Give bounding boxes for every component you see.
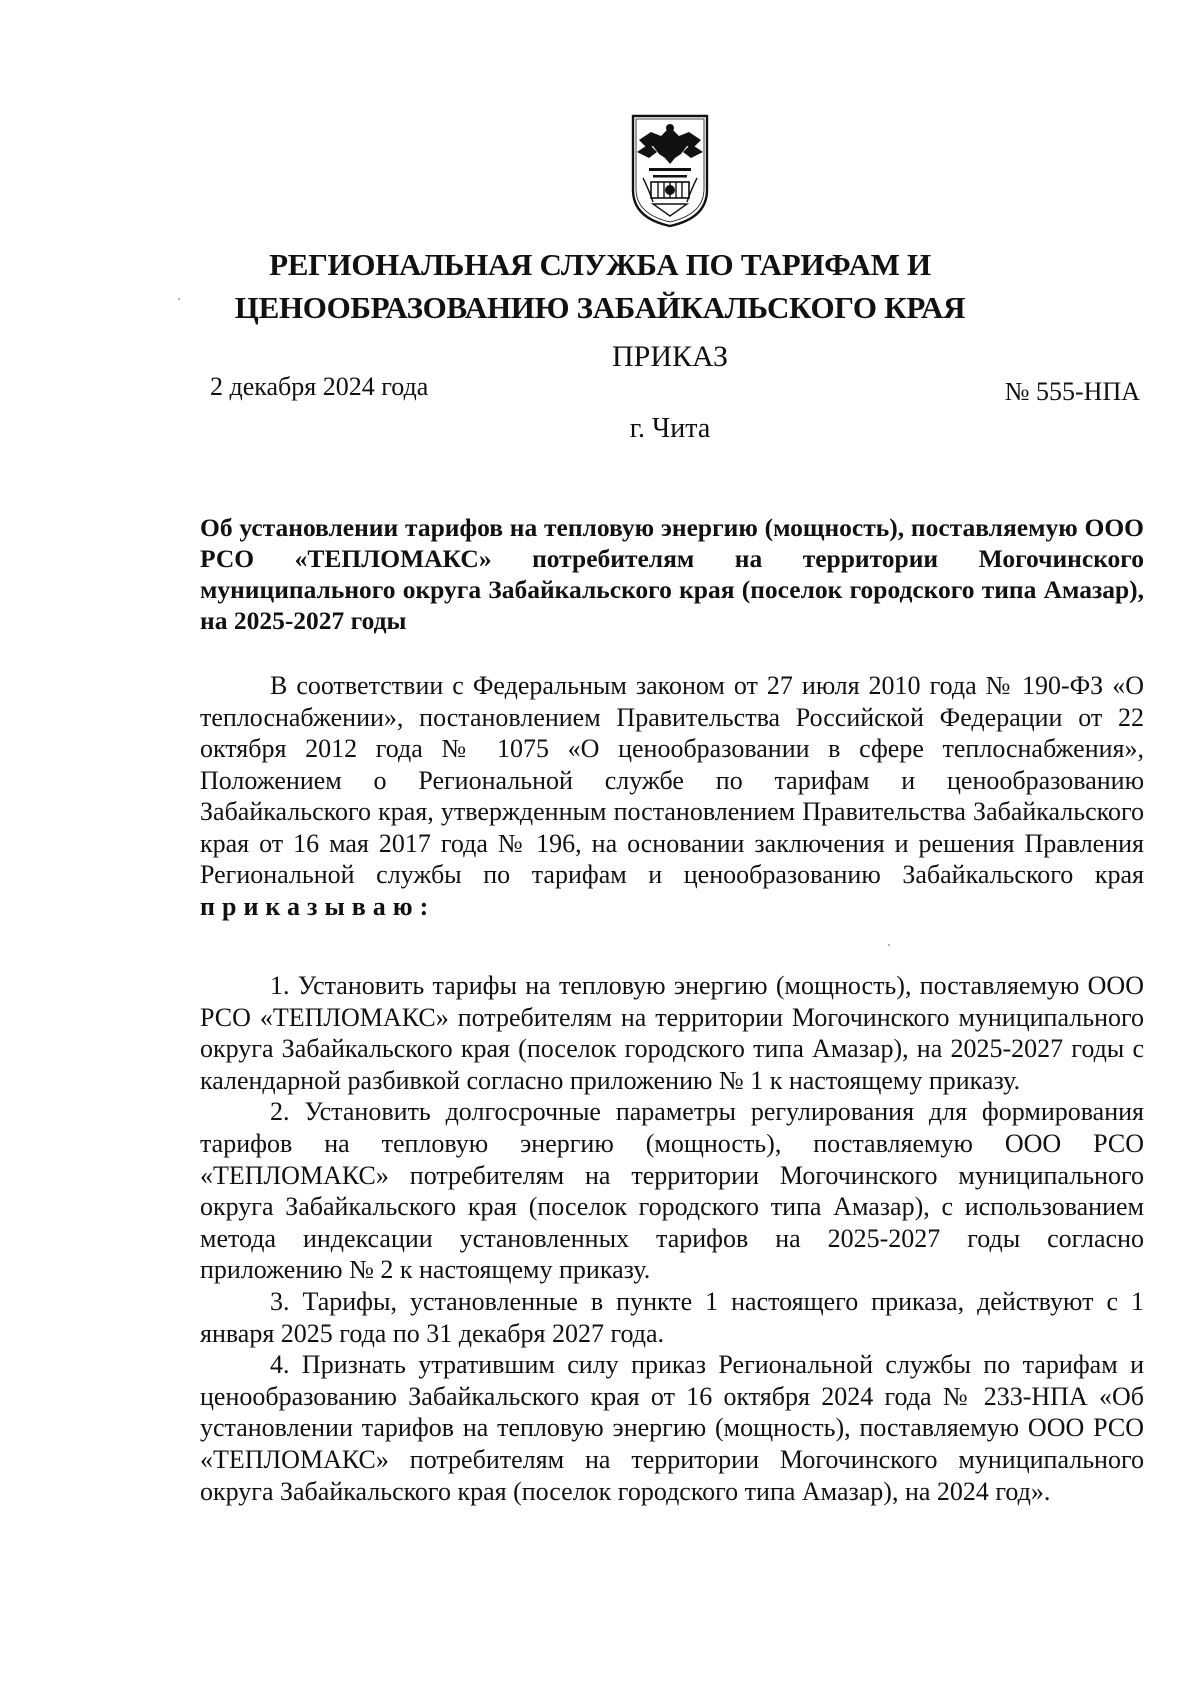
scan-speck [178,298,180,300]
preamble-paragraph [200,670,1144,922]
coat-of-arms-icon [629,112,711,230]
preamble-text: В соответствии с Федеральным законом от 27 июля 2010 года № 190-ФЗ «О теплоснабжении», постановлением Правительства Российской Федерации от 22 октября 2012 года № 1075 «О ценообразовании в сфере теплоснабжения», Положением о Региональной службе по тарифам и ценообразованию Забайкальского края, утвержденным постановлением Правительства Забайкальского края от 16 мая 2017 года № 196, на основании заключения и решения Правления Региональной службы по тарифам и ценообразованию Забайкальского края [200,671,1144,889]
document-date: 2 декабря 2024 года [210,372,429,401]
order-items [200,970,1144,1507]
order-item-3: 3. Тарифы, установленные в пункте 1 настоящего приказа, действуют с 1 января 2025 года по 31 декабря 2027 года. [200,1286,1144,1348]
document-type: ПРИКАЗ [612,340,728,373]
order-item-2: 2. Установить долгосрочные параметры регулирования для формирования тарифов на тепловую энергию (мощность), поставляемую ООО РСО «ТЕПЛОМАКС» потребителям на территории Могочинского муниципального округа Забайкальского края (поселок городского типа Амазар), с использованием метода индексации установленных тарифов на 2025-2027 годы согласно приложению № 2 к настоящему приказу. [200,1097,1144,1285]
agency-name [0,243,1200,329]
document-city: г. Чита [629,413,711,444]
order-item-4: 4. Признать утратившим силу приказ Региональной службы по тарифам и ценообразованию Забайкальского края от 16 октября 2024 года № 233-НПА «Об установлении тарифов на тепловую энергию (мощность), поставляемую ООО РСО «ТЕПЛОМАКС» потребителям на территории Могочинского муниципального округа Забайкальского края (поселок городского типа Амазар), на 2024 год». [200,1350,1144,1506]
order-verb: приказываю: [200,891,436,921]
agency-name-line-1: РЕГИОНАЛЬНАЯ СЛУЖБА ПО ТАРИФАМ И [269,247,931,282]
scan-speck [888,944,890,946]
preamble [200,670,1144,922]
order-item-1: 1. Установить тарифы на тепловую энергию (мощность), поставляемую ООО РСО «ТЕПЛОМАКС» потребителям на территории Могочинского муниципального округа Забайкальского края (поселок городского типа Амазар), на 2025-2027 годы с календарной разбивкой согласно приложению № 1 к настоящему приказу. [200,971,1144,1095]
document-number: № 555-НПА [1004,377,1140,406]
document-subject: Об установлении тарифов на тепловую энергию (мощность), поставляемую ООО РСО «ТЕПЛОМАКС» потребителям на территории Могочинского муниципального округа Забайкальского края (поселок городского типа Амазар), на 2025-2027 годы [200,513,1144,635]
agency-name-line-2: ЦЕНООБРАЗОВАНИЮ ЗАБАЙКАЛЬСКОГО КРАЯ [234,290,966,325]
